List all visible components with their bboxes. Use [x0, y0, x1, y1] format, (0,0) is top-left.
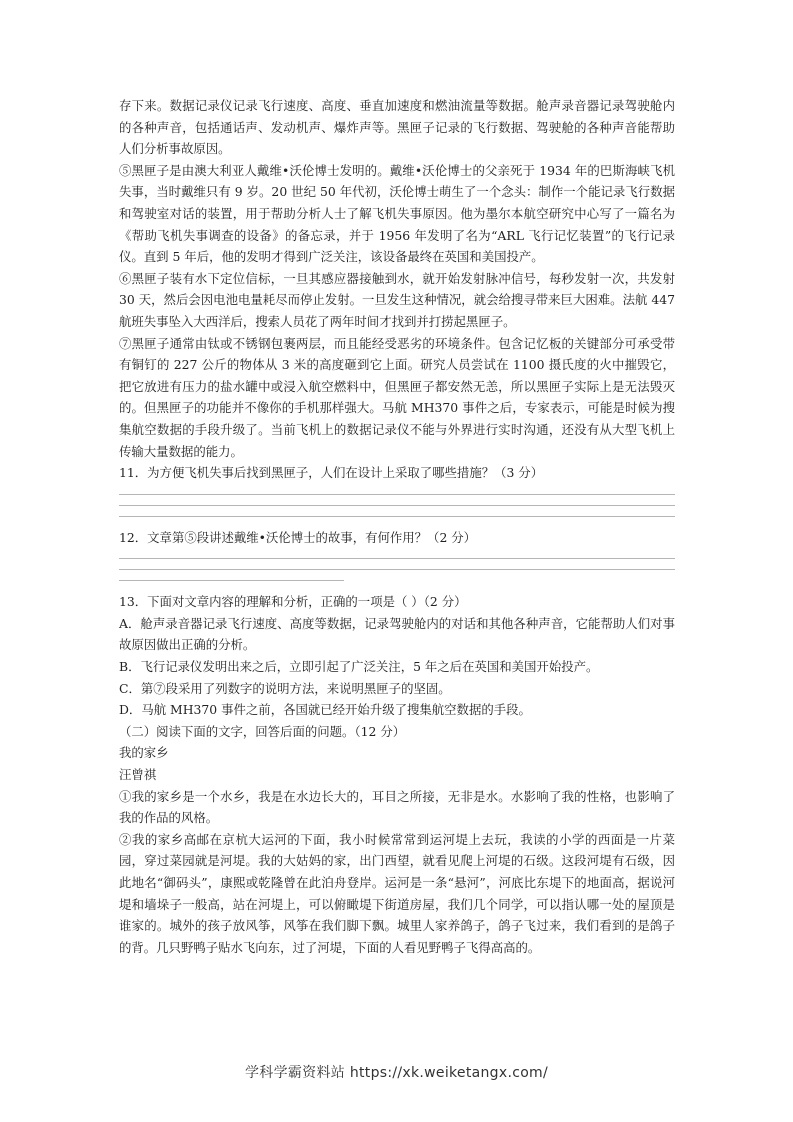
answer-line: [119, 505, 675, 506]
answer-line: [119, 516, 675, 517]
answer-line: [119, 558, 675, 559]
question-12: 12．文章第⑤段讲述戴维•沃伦博士的故事，有何作用？（2 分）: [119, 529, 477, 545]
option-d: D．马航 MH370 事件之前，各国就已经开始升级了搜集航空数据的手段。: [119, 702, 531, 718]
document-body: [119, 95, 675, 958]
option-a: A．舱声录音器记录飞行速度、高度等数据，记录驾驶舱内的对话和其他各种声音，它能帮助人们对事故原因做出正确的分析。: [119, 615, 675, 653]
footer-watermark: 学科学霸资料站 https://xk.weiketangx.com/: [244, 1065, 549, 1081]
paragraph: ⑥黑匣子装有水下定位信标，一旦其感应器接触到水，就开始发射脉冲信号，每秒发射一次，共发射 30 天，然后会因电池电量耗尽而停止发射。一旦发生这种情况，就会给搜寻带来巨大困难。法航 447 航班失事坠入大西洋后，搜索人员花了两年时间才找到并打捞起黑匣子。: [119, 270, 675, 329]
essay-author: 汪曾祺: [119, 767, 157, 783]
section-heading: （二）阅读下面的文字，回答后面的问题。（12 分）: [119, 723, 406, 739]
answer-line: [119, 569, 675, 570]
option-c: C．第⑦段采用了列数字的说明方法，来说明黑匣子的坚固。: [119, 680, 451, 696]
paragraph: 存下来。数据记录仪记录飞行速度、高度、垂直加速度和燃油流量等数据。舱声录音器记录驾驶舱内的各种声音，包括通话声、发动机声、爆炸声等。黑匣子记录的飞行数据、驾驶舱的各种声音能帮助人们分析事故原因。: [119, 98, 675, 157]
option-b: B．飞行记录仪发明出来之后，立即引起了广泛关注，5 年之后在英国和美国开始投产。: [119, 659, 599, 675]
question-13: 13．下面对文章内容的理解和分析，正确的一项是（ ）（2 分）: [119, 594, 467, 610]
paragraph: ⑦黑匣子通常由钛或不锈钢包裹两层，而且能经受恶劣的环境条件。包含记忆板的关键部分可承受带有铜钉的 227 公斤的物体从 3 米的高度砸到它上面。研究人员尝试在 1100 摄氏度的火中摧毁它，把它放进有压力的盐水罐中或浸入航空燃料中，但黑匣子都安然无恙，所以黑匣子实际上是无法毁灭的。但黑匣子的功能并不像你的手机那样强大。马航 MH370 事件之后，专家表示，可能是时候为搜集航空数据的手段升级了。当前飞机上的数据记录仪不能与外界进行实时沟通，还没有从大型飞机上传输大量数据的能力。: [119, 335, 675, 459]
question-11: 11．为方便飞机失事后找到黑匣子，人们在设计上采取了哪些措施？（3 分）: [119, 465, 544, 481]
essay-title: 我的家乡: [119, 745, 169, 761]
answer-line: [119, 494, 675, 495]
paragraph: ⑤黑匣子是由澳大利亚人戴维•沃伦博士发明的。戴维•沃伦博士的父亲死于 1934 年的巴斯海峡飞机失事，当时戴维只有 9 岁。20 世纪 50 年代初，沃伦博士萌生了一个念头：制作一个能记录飞行数据和驾驶室对话的装置，用于帮助分析人士了解飞机失事原因。他为墨尔本航空研究中心写了一篇名为《帮助飞机失事调查的设备》的备忘录，并于 1956 年发明了名为“ARL 飞行记忆装置”的飞行记录仪。直到 5 年后，他的发明才得到广泛关注，该设备最终在英国和美国投产。: [119, 162, 675, 265]
paragraph: ②我的家乡高邮在京杭大运河的下面，我小时候常常到运河堤上去玩，我读的小学的西面是一片菜园，穿过菜园就是河堤。我的大姑妈的家，出门西望，就看见爬上河堤的石级。这段河堤有石级，因此地名“御码头”，康熙或乾隆曾在此泊舟登岸。运河是一条“悬河”，河底比东堤下的地面高，据说河堤和墙垛子一般高，站在河堤上，可以俯瞰堤下街道房屋，我们几个同学，可以指认哪一处的屋顶是谁家的。城外的孩子放风筝，风筝在我们脚下飘。城里人家养鸽子，鸽子飞过来，我们看到的是鸽子的背。几只野鸭子贴水飞向东，过了河堤，下面的人看见野鸭子飞得高高的。: [119, 831, 675, 955]
answer-line: [119, 580, 344, 581]
paragraph: ①我的家乡是一个水乡，我是在水边长大的，耳目之所接，无非是水。水影响了我的性格，也影响了我的作品的风格。: [119, 788, 675, 826]
